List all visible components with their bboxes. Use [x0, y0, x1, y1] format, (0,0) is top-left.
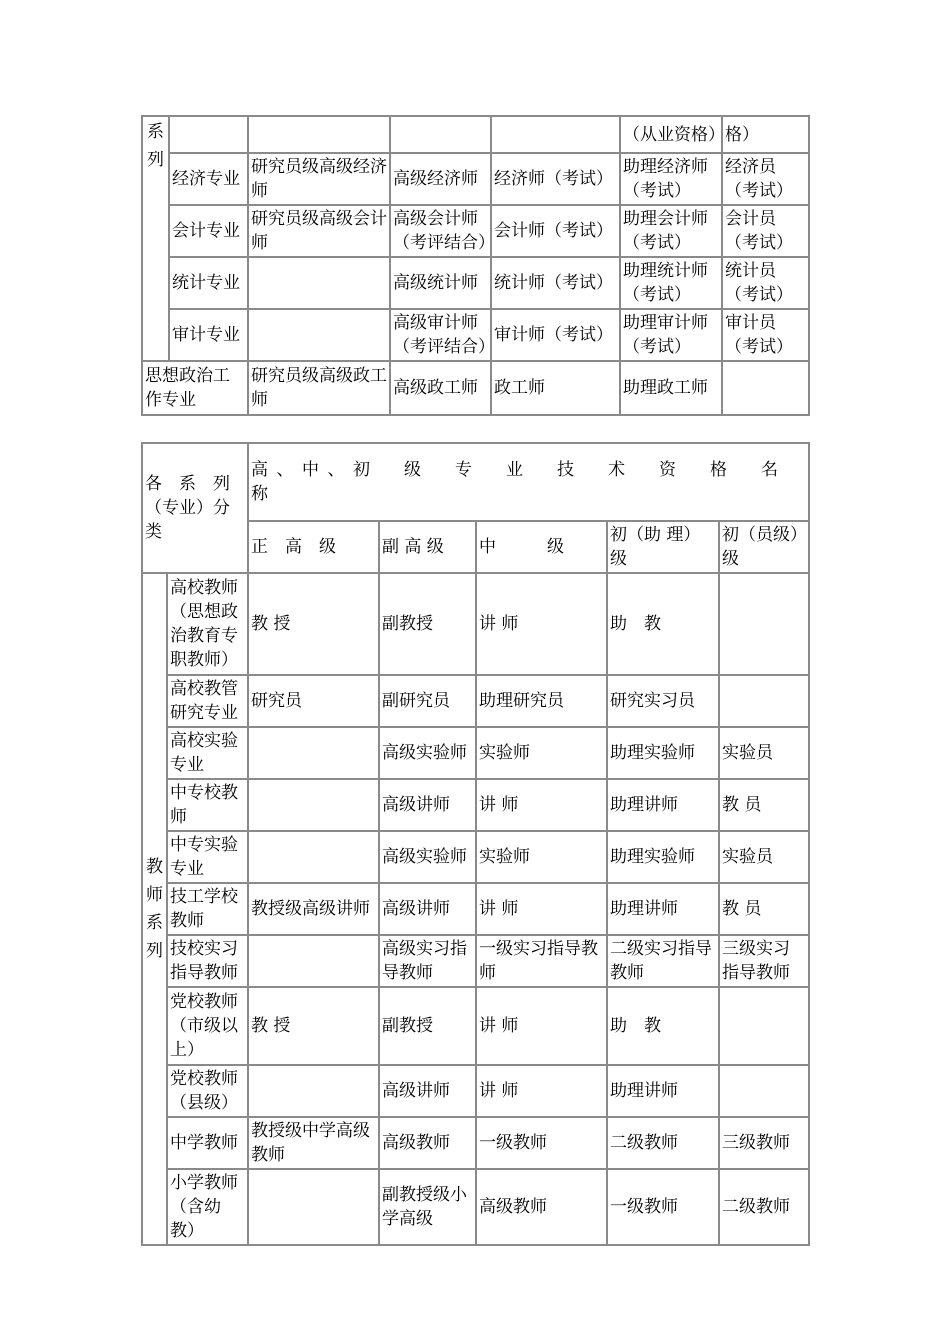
table-cell: 高级经济师	[390, 153, 491, 205]
table-cell: 经济员（考试）	[722, 153, 809, 205]
table-cell: 实验员	[719, 727, 809, 779]
table-cell: 高级统计师	[390, 257, 491, 309]
table-cell: 高校教管研究专业	[167, 675, 248, 727]
table-cell: 三级教师	[719, 1117, 809, 1169]
table-cell: 讲 师	[476, 573, 607, 675]
table-cell: 助理实验师	[607, 727, 719, 779]
table-cell: 格）	[722, 116, 809, 153]
table-cell: 助 教	[607, 987, 719, 1065]
table-cell: 统计员（考试）	[722, 257, 809, 309]
side-label: 教师系列	[146, 857, 163, 961]
table-cell: 讲 师	[476, 883, 607, 935]
table-cell: 高级审计师（考评结合）	[390, 309, 491, 361]
table-cell	[248, 779, 379, 831]
table-row	[142, 205, 809, 257]
table-row	[142, 573, 809, 675]
table-row	[142, 831, 809, 883]
table-cell: 助理讲师	[607, 1065, 719, 1117]
table-row	[142, 116, 809, 153]
series-label: 系列	[147, 122, 164, 170]
table-cell: 副教授	[379, 573, 476, 675]
table-cell: 政工师	[491, 361, 620, 415]
table-cell	[719, 1065, 809, 1117]
table-cell: 讲 师	[476, 779, 607, 831]
table-cell: 教 员	[719, 779, 809, 831]
table-cell: 审计师（考试）	[491, 309, 620, 361]
table-cell: 教 员	[719, 883, 809, 935]
category-header: 各 系 列	[145, 474, 230, 494]
qualification-table-teachers	[141, 442, 810, 1246]
table-cell: 高级讲师	[379, 779, 476, 831]
table-cell	[390, 116, 491, 153]
table-cell: 实验师	[476, 727, 607, 779]
table-cell: 经济师（考试）	[491, 153, 620, 205]
column-header: 中 级	[476, 521, 607, 573]
table-cell: 实验员	[719, 831, 809, 883]
category-header-cell	[142, 443, 248, 573]
series-label-cell	[142, 116, 169, 361]
table-cell: 研究员级高级会计师	[248, 205, 390, 257]
table-cell: 技校实习指导教师	[167, 935, 248, 987]
table-cell	[491, 116, 620, 153]
table-cell: 助 教	[607, 573, 719, 675]
table-cell: 高级政工师	[390, 361, 491, 415]
table-cell: 讲 师	[476, 1065, 607, 1117]
table-cell: 讲 师	[476, 987, 607, 1065]
table-cell	[248, 309, 390, 361]
table-cell	[719, 987, 809, 1065]
group-header: 高、中、初 级 专 业 技 术 资 格 名 称	[248, 443, 809, 521]
table-cell: 助理统计师（考试）	[620, 257, 722, 309]
table-row	[142, 257, 809, 309]
table-cell: 高校实验专业	[167, 727, 248, 779]
table-cell	[719, 675, 809, 727]
table-cell: 经济专业	[169, 153, 248, 205]
table-row	[142, 309, 809, 361]
table-row	[142, 1065, 809, 1117]
side-label-cell	[142, 573, 167, 1245]
table-cell: 教授级中学高级教师	[248, 1117, 379, 1169]
table-cell: 二级教师	[719, 1169, 809, 1245]
table-cell: 助理审计师（考试）	[620, 309, 722, 361]
table-cell: 高校教师（思想政治教育专职教师）	[167, 573, 248, 675]
table-cell: 高级讲师	[379, 1065, 476, 1117]
table-cell	[248, 116, 390, 153]
table-cell: 高级实验师	[379, 831, 476, 883]
table-cell: 一级教师	[607, 1169, 719, 1245]
table-cell: 二级实习指导教师	[607, 935, 719, 987]
qualification-table-economics	[141, 115, 810, 416]
table-cell: 一级实习指导教师	[476, 935, 607, 987]
table-cell: 三级实习指导教师	[719, 935, 809, 987]
table-cell: 助理讲师	[607, 779, 719, 831]
table-cell: 助理会计师（考试）	[620, 205, 722, 257]
table-cell	[248, 1065, 379, 1117]
table-cell: 二级教师	[607, 1117, 719, 1169]
table-cell: 副研究员	[379, 675, 476, 727]
table-row	[142, 987, 809, 1065]
table-cell	[248, 1169, 379, 1245]
table-cell	[722, 361, 809, 415]
table-cell: 会计员（考试）	[722, 205, 809, 257]
table-cell: 会计师（考试）	[491, 205, 620, 257]
table-cell: 小学教师（含幼教）	[167, 1169, 248, 1245]
table-cell: 党校教师（市级以上）	[167, 987, 248, 1065]
table-cell: 会计专业	[169, 205, 248, 257]
table-cell	[248, 935, 379, 987]
table-cell: 审计员（考试）	[722, 309, 809, 361]
table-cell: 高级实习指导教师	[379, 935, 476, 987]
table-cell: 研究员级高级经济师	[248, 153, 390, 205]
table-cell: 教 授	[248, 573, 379, 675]
table-row	[142, 443, 809, 521]
table-cell: 教 授	[248, 987, 379, 1065]
table-cell: 助理讲师	[607, 883, 719, 935]
table-row	[142, 1117, 809, 1169]
table-row	[142, 153, 809, 205]
table-cell: 助理政工师	[620, 361, 722, 415]
table-row	[142, 883, 809, 935]
table-row	[142, 935, 809, 987]
table-cell: 高级实验师	[379, 727, 476, 779]
table-cell: 中专校教师	[167, 779, 248, 831]
table-cell: 实验师	[476, 831, 607, 883]
table-cell: 高级讲师	[379, 883, 476, 935]
table-cell	[248, 727, 379, 779]
table-row	[142, 1169, 809, 1245]
category-subheader: （专业）分类	[145, 498, 230, 542]
table-cell	[248, 257, 390, 309]
table-cell: 思想政治工作专业	[142, 361, 248, 415]
table-cell: 高级教师	[379, 1117, 476, 1169]
table-cell: 研究员	[248, 675, 379, 727]
table-row	[142, 361, 809, 415]
table-cell: 研究员级高级政工师	[248, 361, 390, 415]
column-header: 正 高 级	[248, 521, 379, 573]
table-cell: 一级教师	[476, 1117, 607, 1169]
table-cell: 副教授级小学高级	[379, 1169, 476, 1245]
table-row	[142, 675, 809, 727]
table-cell: 助理研究员	[476, 675, 607, 727]
table-cell: 统计专业	[169, 257, 248, 309]
table-cell: 助理实验师	[607, 831, 719, 883]
table-cell: 副教授	[379, 987, 476, 1065]
table-cell: （从业资格）	[620, 116, 722, 153]
table-cell: 教授级高级讲师	[248, 883, 379, 935]
table-cell: 高级教师	[476, 1169, 607, 1245]
table-cell: 统计师（考试）	[491, 257, 620, 309]
table-cell: 中学教师	[167, 1117, 248, 1169]
table-cell: 党校教师（县级）	[167, 1065, 248, 1117]
table-cell	[248, 831, 379, 883]
table-cell: 助理经济师（考试）	[620, 153, 722, 205]
table-cell	[719, 573, 809, 675]
column-header: 初（员级）级	[719, 521, 809, 573]
table-cell	[169, 116, 248, 153]
table-cell: 研究实习员	[607, 675, 719, 727]
column-header: 副 高 级	[379, 521, 476, 573]
table-row	[142, 779, 809, 831]
table-cell: 高级会计师（考评结合）	[390, 205, 491, 257]
table-cell: 中专实验专业	[167, 831, 248, 883]
table-cell: 技工学校教师	[167, 883, 248, 935]
table-cell: 审计专业	[169, 309, 248, 361]
table-row	[142, 727, 809, 779]
column-header: 初（助 理）级	[607, 521, 719, 573]
